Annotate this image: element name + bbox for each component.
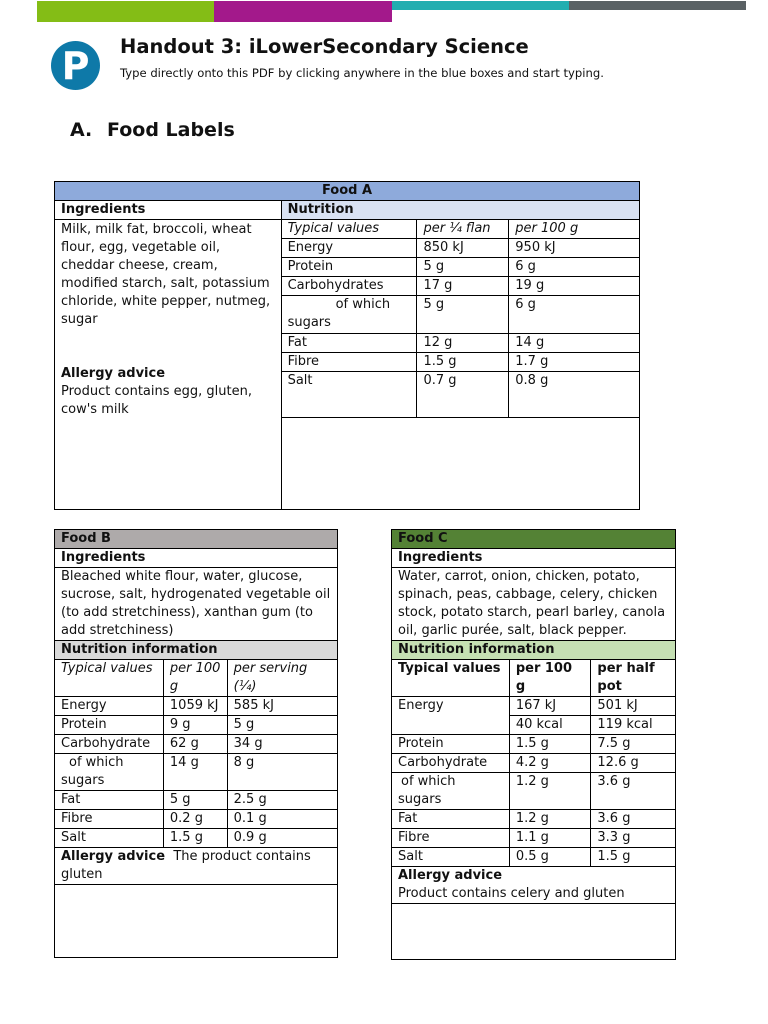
food-a-ingredients-text: Milk, milk fat, broccoli, wheat flour, egg, vegetable oil, cheddar cheese, cream, modified starch, salt, potassium chloride, white pepper, nutmeg, sugar xyxy=(61,222,271,327)
food-c-allergy-text: Product contains celery and gluten xyxy=(398,886,625,901)
food-b-ingredients-text: Bleached white flour, water, glucose, sucrose, salt, hydrogenated vegetable oil (to add stretchiness), xanthan gum (to add stretchiness) xyxy=(55,568,338,641)
nutrient-name: Protein xyxy=(281,258,417,277)
table-row xyxy=(392,754,676,773)
logo-letter: P xyxy=(61,43,90,88)
food-b-col-header: per serving (¼) xyxy=(227,660,337,697)
section-heading xyxy=(70,119,235,141)
table-row xyxy=(392,773,676,810)
food-b-allergy-text: The product contains gluten xyxy=(61,849,311,882)
food-b-title: Food B xyxy=(55,530,338,549)
page-subtitle: Type directly onto this PDF by clicking anywhere in the blue boxes and start typing. xyxy=(120,66,604,80)
nutrient-value: 1.2 g xyxy=(509,810,591,829)
nutrient-value: 950 kJ xyxy=(509,239,640,258)
nutrient-name xyxy=(392,773,510,810)
table-row xyxy=(392,735,676,754)
nutrient-value: 0.9 g xyxy=(227,829,337,848)
food-c-allergy-label: Allergy advice xyxy=(398,868,503,883)
nutrient-value: 3.6 g xyxy=(591,773,676,810)
nutrient-value: 5 g xyxy=(417,296,509,334)
nutrient-value: 4.2 g xyxy=(509,754,591,773)
nutrient-value: 40 kcal xyxy=(509,716,591,735)
table-row xyxy=(55,697,338,716)
table-row xyxy=(392,829,676,848)
food-a-col-header: per 100 g xyxy=(509,220,640,239)
table-row xyxy=(392,697,676,716)
nutrient-name: Energy xyxy=(55,697,164,716)
nutrient-name: Fat xyxy=(281,334,417,353)
nutrient-value: 62 g xyxy=(163,735,227,754)
section-title: Food Labels xyxy=(107,119,235,141)
food-a-col-header: Typical values xyxy=(281,220,417,239)
food-b-allergy-label: Allergy advice xyxy=(61,849,166,864)
food-c-col-header: per half pot xyxy=(591,660,676,697)
nutrient-value: 0.7 g xyxy=(417,372,509,418)
nutrient-name xyxy=(281,296,417,334)
food-b-allergy-cell xyxy=(55,848,338,885)
nutrient-name: Energy xyxy=(392,697,510,735)
nutrient-value: 1.5 g xyxy=(163,829,227,848)
nutrient-value: 1.7 g xyxy=(509,353,640,372)
food-c-col-header: Typical values xyxy=(392,660,510,697)
food-c-ingredients-text: Water, carrot, onion, chicken, potato, spinach, peas, cabbage, celery, chicken stock, potato starch, pearl barley, canola oil, garlic purée, salt, black pepper. xyxy=(392,568,676,641)
top-bar-green xyxy=(37,1,214,22)
nutrient-subname: sugars xyxy=(287,315,331,330)
food-b-ingredients-label: Ingredients xyxy=(55,549,338,568)
pearson-logo xyxy=(51,41,100,90)
page-title: Handout 3: iLowerSecondary Science xyxy=(120,35,529,58)
nutrient-name: Fat xyxy=(55,791,164,810)
nutrient-name: Energy xyxy=(281,239,417,258)
nutrient-value: 0.5 g xyxy=(509,848,591,867)
food-a-allergy-text: Product contains egg, gluten, cow's milk xyxy=(61,384,252,417)
nutrient-value: 14 g xyxy=(163,754,227,791)
nutrient-value: 167 kJ xyxy=(509,697,591,716)
nutrient-name: Fibre xyxy=(281,353,417,372)
top-bar-teal xyxy=(392,1,569,10)
nutrient-subname: sugars xyxy=(398,792,442,807)
nutrient-value: 34 g xyxy=(227,735,337,754)
nutrient-value: 8 g xyxy=(227,754,337,791)
nutrient-value: 850 kJ xyxy=(417,239,509,258)
food-a-title: Food A xyxy=(55,182,640,201)
nutrient-value: 0.1 g xyxy=(227,810,337,829)
food-c-table xyxy=(391,529,676,960)
food-a-col-header: per ¼ flan xyxy=(417,220,509,239)
nutrient-value: 6 g xyxy=(509,258,640,277)
food-b-table xyxy=(54,529,338,958)
nutrient-value: 1.2 g xyxy=(509,773,591,810)
table-row xyxy=(55,810,338,829)
nutrient-subname: sugars xyxy=(61,773,105,788)
nutrient-name: Protein xyxy=(55,716,164,735)
table-row xyxy=(55,716,338,735)
nutrient-subname: of which xyxy=(401,774,456,789)
food-c-nutrition-label: Nutrition information xyxy=(392,641,676,660)
nutrient-value: 9 g xyxy=(163,716,227,735)
nutrient-name: Protein xyxy=(392,735,510,754)
nutrient-value: 0.2 g xyxy=(163,810,227,829)
nutrient-value: 12.6 g xyxy=(591,754,676,773)
food-a-allergy-label: Allergy advice xyxy=(61,366,166,381)
nutrient-name: Salt xyxy=(392,848,510,867)
food-b-col-header: per 100 g xyxy=(163,660,227,697)
nutrient-value: 5 g xyxy=(227,716,337,735)
food-a-table xyxy=(54,181,640,510)
food-b-nutrition-label: Nutrition information xyxy=(55,641,338,660)
food-c-title: Food C xyxy=(392,530,676,549)
food-c-col-header: per 100 g xyxy=(509,660,591,697)
food-c-answer-box[interactable] xyxy=(392,904,676,960)
top-bar-purple xyxy=(214,1,392,22)
table-row xyxy=(55,754,338,791)
nutrient-name: Carbohydrates xyxy=(281,277,417,296)
table-row xyxy=(55,829,338,848)
nutrient-name xyxy=(55,754,164,791)
table-row xyxy=(392,848,676,867)
table-row xyxy=(392,810,676,829)
nutrient-value: 17 g xyxy=(417,277,509,296)
nutrient-name: Carbohydrate xyxy=(55,735,164,754)
nutrient-value: 5 g xyxy=(417,258,509,277)
food-a-nutrition-label: Nutrition xyxy=(281,201,639,220)
nutrient-value: 14 g xyxy=(509,334,640,353)
nutrient-value: 1.5 g xyxy=(509,735,591,754)
food-b-answer-box[interactable] xyxy=(55,885,338,958)
nutrient-value: 1.5 g xyxy=(417,353,509,372)
nutrient-name: Fibre xyxy=(392,829,510,848)
nutrient-value: 19 g xyxy=(509,277,640,296)
nutrient-subname: of which xyxy=(69,755,124,770)
nutrient-name: Salt xyxy=(55,829,164,848)
nutrient-name: Fat xyxy=(392,810,510,829)
nutrient-value: 119 kcal xyxy=(591,716,676,735)
food-c-ingredients-label: Ingredients xyxy=(392,549,676,568)
nutrient-name: Carbohydrate xyxy=(392,754,510,773)
nutrient-value: 5 g xyxy=(163,791,227,810)
table-row xyxy=(55,791,338,810)
nutrient-subname: of which xyxy=(335,297,391,312)
food-b-col-header: Typical values xyxy=(55,660,164,697)
nutrient-name: Fibre xyxy=(55,810,164,829)
nutrient-name: Salt xyxy=(281,372,417,418)
food-a-ingredients-cell xyxy=(55,220,282,510)
nutrient-value: 6 g xyxy=(509,296,640,334)
nutrient-value: 585 kJ xyxy=(227,697,337,716)
food-a-ingredients-label: Ingredients xyxy=(55,201,282,220)
nutrient-value: 1059 kJ xyxy=(163,697,227,716)
nutrient-value: 501 kJ xyxy=(591,697,676,716)
nutrient-value: 3.3 g xyxy=(591,829,676,848)
nutrient-value: 7.5 g xyxy=(591,735,676,754)
nutrient-value: 1.5 g xyxy=(591,848,676,867)
nutrient-value: 3.6 g xyxy=(591,810,676,829)
section-letter: A. xyxy=(70,119,93,141)
table-row xyxy=(55,735,338,754)
nutrient-value: 12 g xyxy=(417,334,509,353)
nutrient-value: 0.8 g xyxy=(509,372,640,418)
nutrient-value: 2.5 g xyxy=(227,791,337,810)
food-c-allergy-cell xyxy=(392,867,676,904)
food-a-answer-box[interactable] xyxy=(281,418,639,510)
top-bar-grey xyxy=(569,1,746,10)
nutrient-value: 1.1 g xyxy=(509,829,591,848)
